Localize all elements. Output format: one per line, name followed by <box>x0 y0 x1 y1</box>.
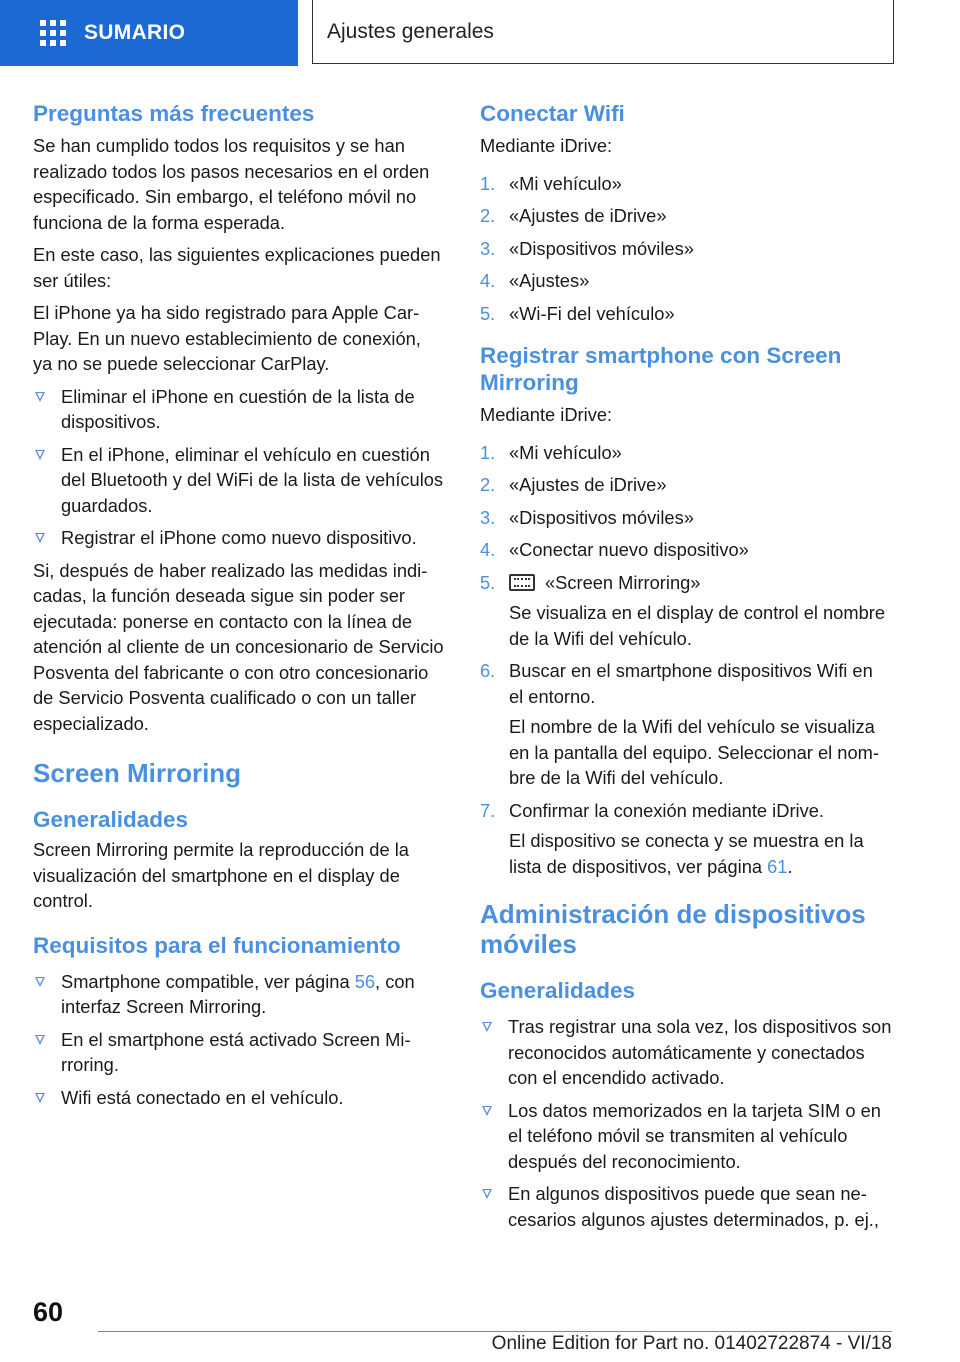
list-item: 5. «Screen Mirroring» Se visualiza en el display de control el nombre de la Wifi del vehículo. <box>480 571 885 649</box>
left-column <box>33 100 445 1117</box>
list-item: 7. Confirmar la conexión mediante iDrive. El dispositivo se conecta y se muestra en la lista de dispositivos, ver página 61. <box>480 799 864 877</box>
generalidades-heading: Generalidades <box>33 807 189 832</box>
admin-generalidades-heading: Generalidades <box>480 978 636 1003</box>
faq-heading: Preguntas más frecuentes <box>33 101 315 126</box>
list-item: 1. «Mi vehículo» <box>480 172 622 194</box>
reg-steps <box>480 440 892 880</box>
list-item: Tras registrar una sola vez, los dispositivos son reconocidos automáticamente y conectados con el encendido activado. <box>480 1014 892 1091</box>
faq-paragraph: El iPhone ya ha sido registrado para Apple CarPlay. En un nuevo establecimiento de conexión, ya no se puede seleccionar CarPlay. <box>33 302 421 374</box>
reg-intro: Mediante iDrive: <box>480 404 613 425</box>
grid-menu-icon <box>40 20 66 46</box>
list-item: En algunos dispositivos puede que sean necesarios algunos ajustes determinados, p. ej., <box>480 1181 892 1232</box>
top-bar <box>0 0 960 66</box>
administracion-heading: Administración de dispositivos móviles <box>480 899 866 959</box>
requisitos-bullet-list <box>33 969 445 1111</box>
list-item: 1. «Mi vehículo» <box>480 441 622 463</box>
list-item: Registrar el iPhone como nuevo dispositivo. <box>33 525 445 551</box>
breadcrumb-label: Ajustes generales <box>327 19 494 43</box>
conectar-wifi-heading: Conectar Wifi <box>480 101 625 126</box>
list-item: Eliminar el iPhone en cuestión de la lista de dispositivos. <box>33 384 445 435</box>
faq-paragraph: Se han cumplido todos los requisitos y se han realizado todos los pasos necesarios en el orden especificado. Sin embargo, el teléfono móvil no funciona de la forma esperada. <box>33 135 430 233</box>
admin-bullet-list <box>480 1014 892 1232</box>
faq-bullet-list <box>33 384 445 551</box>
list-item: Wifi está conectado en el vehículo. <box>33 1085 445 1111</box>
page-number: 60 <box>33 1297 64 1327</box>
page-link[interactable]: 61 <box>767 855 788 877</box>
requisitos-heading: Requisitos para el funcionamiento <box>33 932 401 958</box>
list-item: En el smartphone está activado Screen Mirroring. <box>33 1027 445 1078</box>
breadcrumb[interactable] <box>312 0 894 64</box>
registrar-heading: Registrar smartphone con Screen Mirroring <box>480 343 842 395</box>
screen-mirroring-heading: Screen Mirroring <box>33 758 242 788</box>
footer-divider <box>98 1331 892 1332</box>
page-link[interactable]: 56 <box>354 970 376 992</box>
list-item: 3. «Dispositivos móviles» <box>480 237 694 259</box>
generalidades-paragraph: Screen Mirroring permite la reproducción de la visualización del smartphone en el display de control. <box>33 839 409 911</box>
list-item: En el iPhone, eliminar el vehículo en cuestión del Bluetooth y del WiFi de la lista de vehículos guardados. <box>33 442 445 519</box>
screen-mirroring-icon <box>509 574 535 591</box>
list-item: 5. «Wi-Fi del vehículo» <box>480 302 675 324</box>
faq-paragraph: En este caso, las siguientes explicaciones pueden ser útiles: <box>33 244 441 291</box>
list-item: 2. «Ajustes de iDrive» <box>480 474 667 495</box>
list-item: 2. «Ajustes de iDrive» <box>480 205 667 226</box>
sumario-label: SUMARIO <box>84 21 186 44</box>
wifi-intro: Mediante iDrive: <box>480 135 613 156</box>
right-column <box>480 100 892 1239</box>
list-item: Smartphone compatible, ver página 56, con interfaz Screen Mirroring. <box>33 969 445 1020</box>
list-item: 4. «Conectar nuevo dispositivo» <box>480 539 749 560</box>
list-item: 3. «Dispositivos móviles» <box>480 506 694 528</box>
sumario-button[interactable] <box>0 0 298 66</box>
list-item: Los datos memorizados en la tarjeta SIM o en el teléfono móvil se transmiten al vehículo después del reconocimiento. <box>480 1098 892 1175</box>
list-item: 6. Buscar en el smartphone dispositivos Wifi en el entorno. El nombre de la Wifi del vehículo se visualiza en la pantalla del equipo. Seleccionar el nombre de la Wifi del vehículo. <box>480 660 879 788</box>
list-item: 4. «Ajustes» <box>480 270 590 291</box>
footer-edition: Online Edition for Part no. 01402722874 - VI/18 <box>491 1333 892 1354</box>
wifi-steps <box>480 171 892 327</box>
faq-paragraph: Si, después de haber realizado las medidas indicadas, la función deseada sigue sin poder ser ejecutada: ponerse en contacto con la línea de atención al cliente de un concesionario de Servicio Posventa del fabricante o con otro concesionario de Servicio Posventa cualificado o con un taller especializado. <box>33 559 444 734</box>
